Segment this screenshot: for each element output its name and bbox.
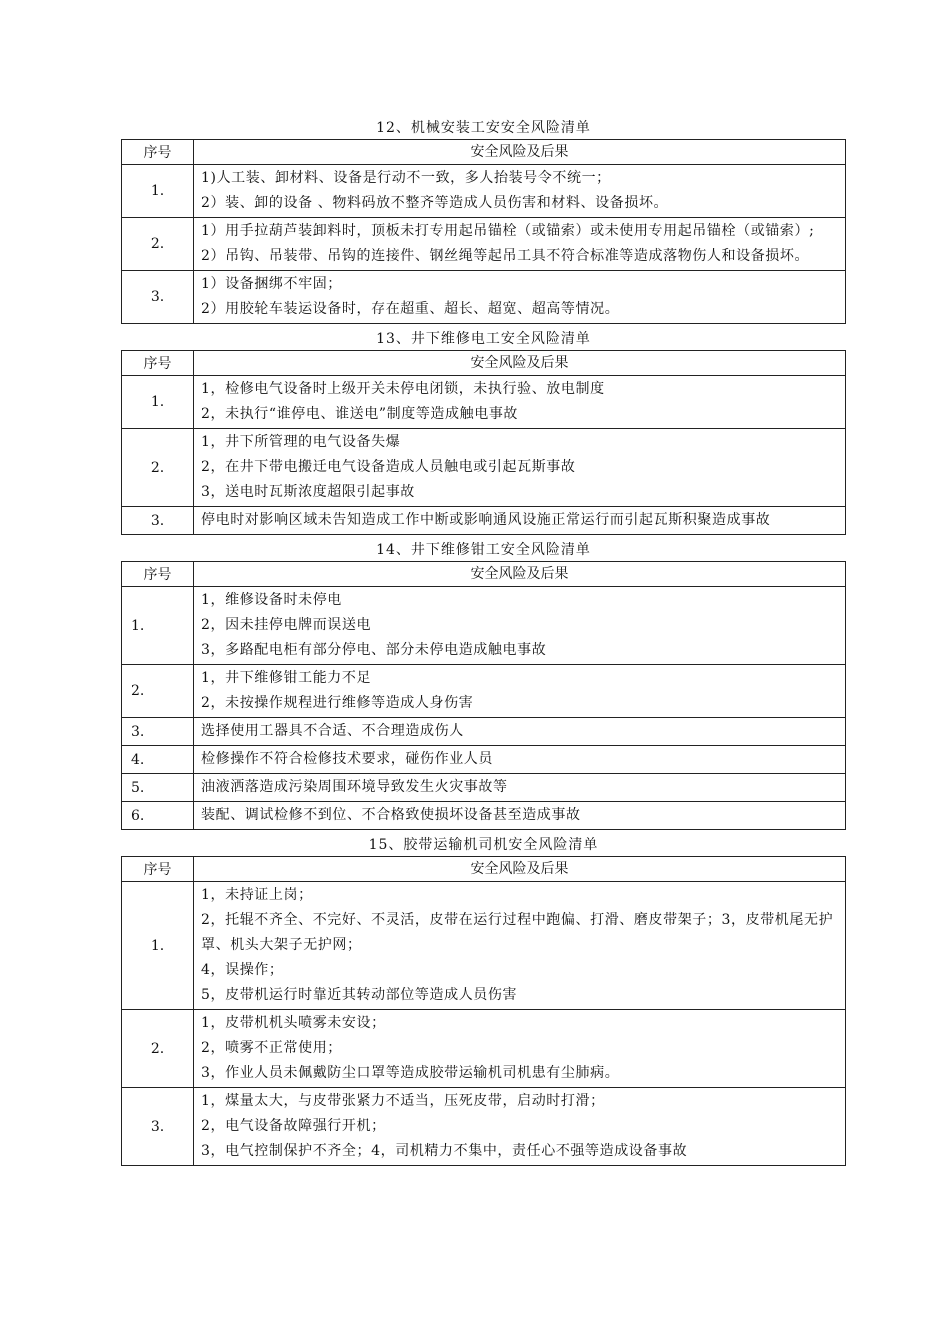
- table-row: [122, 429, 846, 507]
- document-page: [121, 113, 846, 1166]
- content-line: 1，煤量太大，与皮带张紧力不适当，压死皮带，启动时打滑；: [201, 1093, 605, 1109]
- section-title: 13、井下维修电工安全风险清单: [376, 331, 591, 347]
- row-content: [194, 718, 846, 746]
- header-num: 序号: [122, 140, 194, 165]
- table-row: [122, 1088, 846, 1166]
- risk-table: [121, 856, 846, 1166]
- content-line: 3，作业人员未佩戴防尘口罩等造成胶带运输机司机患有尘肺病。: [201, 1065, 620, 1081]
- row-content: [194, 429, 846, 507]
- section-title: 14、井下维修钳工安全风险清单: [376, 542, 591, 558]
- content-line: 1，未持证上岗；: [201, 887, 313, 903]
- header-content: 安全风险及后果: [194, 140, 846, 165]
- row-num: 3.: [122, 507, 194, 535]
- content-line: 2，电气设备故障强行开机；: [201, 1118, 386, 1134]
- content-line: 2，托辊不齐全、不完好、不灵活，皮带在运行过程中跑偏、打滑、磨皮带架子；3，皮带机尾无护罩、机头大架子无护网；: [201, 912, 834, 953]
- row-num: 6.: [122, 802, 194, 830]
- header-num: 序号: [122, 562, 194, 587]
- row-content: [194, 774, 846, 802]
- header-num: 序号: [122, 351, 194, 376]
- risk-table: [121, 350, 846, 535]
- row-num: 3.: [122, 718, 194, 746]
- row-content: [194, 376, 846, 429]
- table-row: [122, 218, 846, 271]
- header-content: 安全风险及后果: [194, 857, 846, 882]
- row-num: 2.: [122, 1010, 194, 1088]
- row-content: [194, 1088, 846, 1166]
- row-num: 2.: [122, 429, 194, 507]
- table-row: [122, 376, 846, 429]
- row-content: [194, 802, 846, 830]
- content-line: 2）吊钩、吊装带、吊钩的连接件、钢丝绳等起吊工具不符合标准等造成落物伤人和设备损坏。: [201, 248, 810, 264]
- section-title: 12、机械安装工安安全风险清单: [376, 120, 591, 136]
- risk-table: [121, 561, 846, 830]
- row-content: [194, 1010, 846, 1088]
- row-num: 5.: [122, 774, 194, 802]
- content-line: 选择使用工器具不合适、不合理造成伤人: [201, 723, 464, 739]
- table-header-row: [122, 562, 846, 587]
- content-line: 停电时对影响区域未告知造成工作中断或影响通风设施正常运行而引起瓦斯积聚造成事故: [201, 512, 771, 528]
- table-header-row: [122, 351, 846, 376]
- table-row: [122, 718, 846, 746]
- content-line: 3，多路配电柜有部分停电、部分未停电造成触电事故: [201, 642, 547, 658]
- content-line: 5，皮带机运行时靠近其转动部位等造成人员伤害: [201, 987, 518, 1003]
- header-num: 序号: [122, 857, 194, 882]
- content-line: 2，未按操作规程进行维修等造成人身伤害: [201, 695, 474, 711]
- header-content: 安全风险及后果: [194, 351, 846, 376]
- content-line: 3，送电时瓦斯浓度超限引起事故: [201, 484, 415, 500]
- content-line: 4，误操作；: [201, 962, 284, 978]
- risk-table: [121, 139, 846, 324]
- content-line: 1，皮带机机头喷雾未安设；: [201, 1015, 386, 1031]
- row-content: [194, 271, 846, 324]
- content-line: 2）装、卸的设备 、物料码放不整齐等造成人员伤害和材料、设备损坏。: [201, 195, 669, 211]
- row-num: 2.: [122, 665, 194, 718]
- content-line: 2，在井下带电搬迁电气设备造成人员触电或引起瓦斯事故: [201, 459, 576, 475]
- content-line: 1）设备捆绑不牢固；: [201, 276, 342, 292]
- row-num: 3.: [122, 271, 194, 324]
- row-num: 2.: [122, 218, 194, 271]
- content-line: 1，井下所管理的电气设备失爆: [201, 434, 401, 450]
- table-row: [122, 746, 846, 774]
- content-line: 2）用胶轮车装运设备时，存在超重、超长、超宽、超高等情况。: [201, 301, 620, 317]
- table-row: [122, 774, 846, 802]
- table-row: [122, 271, 846, 324]
- table-header-row: [122, 140, 846, 165]
- row-num: 1.: [122, 165, 194, 218]
- table-row: [122, 882, 846, 1010]
- section-title: 15、胶带运输机司机安全风险清单: [368, 837, 599, 853]
- row-num: 1.: [122, 376, 194, 429]
- content-line: 1)人工装、卸材料、设备是行动不一致，多人抬装号令不统一；: [201, 170, 611, 186]
- row-num: 4.: [122, 746, 194, 774]
- table-header-row: [122, 857, 846, 882]
- row-content: [194, 218, 846, 271]
- row-content: [194, 507, 846, 535]
- content-line: 1）用手拉葫芦装卸料时，顶板未打专用起吊锚栓（或锚索）或未使用专用起吊锚栓（或锚索）;: [201, 223, 815, 239]
- content-line: 2，喷雾不正常使用；: [201, 1040, 342, 1056]
- content-line: 1，检修电气设备时上级开关未停电闭锁，未执行验、放电制度: [201, 381, 605, 397]
- row-content: [194, 746, 846, 774]
- content-line: 2，未执行“谁停电、谁送电”制度等造成触电事故: [201, 406, 519, 422]
- content-line: 油液洒落造成污染周围环境导致发生火灾事故等: [201, 779, 508, 795]
- row-num: 3.: [122, 1088, 194, 1166]
- content-line: 1，井下维修钳工能力不足: [201, 670, 372, 686]
- table-row: [122, 1010, 846, 1088]
- row-num: 1.: [122, 587, 194, 665]
- row-content: [194, 882, 846, 1010]
- content-line: 检修操作不符合检修技术要求，碰伤作业人员: [201, 751, 493, 767]
- table-row: [122, 507, 846, 535]
- content-line: 装配、调试检修不到位、不合格致使损坏设备甚至造成事故: [201, 807, 581, 823]
- row-num: 1.: [122, 882, 194, 1010]
- table-row: [122, 665, 846, 718]
- header-content: 安全风险及后果: [194, 562, 846, 587]
- table-row: [122, 165, 846, 218]
- row-content: [194, 665, 846, 718]
- table-row: [122, 587, 846, 665]
- row-content: [194, 165, 846, 218]
- row-content: [194, 587, 846, 665]
- table-row: [122, 802, 846, 830]
- content-line: 2，因未挂停电牌而误送电: [201, 617, 372, 633]
- content-line: 3，电气控制保护不齐全；4，司机精力不集中，责任心不强等造成设备事故: [201, 1143, 688, 1159]
- content-line: 1，维修设备时未停电: [201, 592, 342, 608]
